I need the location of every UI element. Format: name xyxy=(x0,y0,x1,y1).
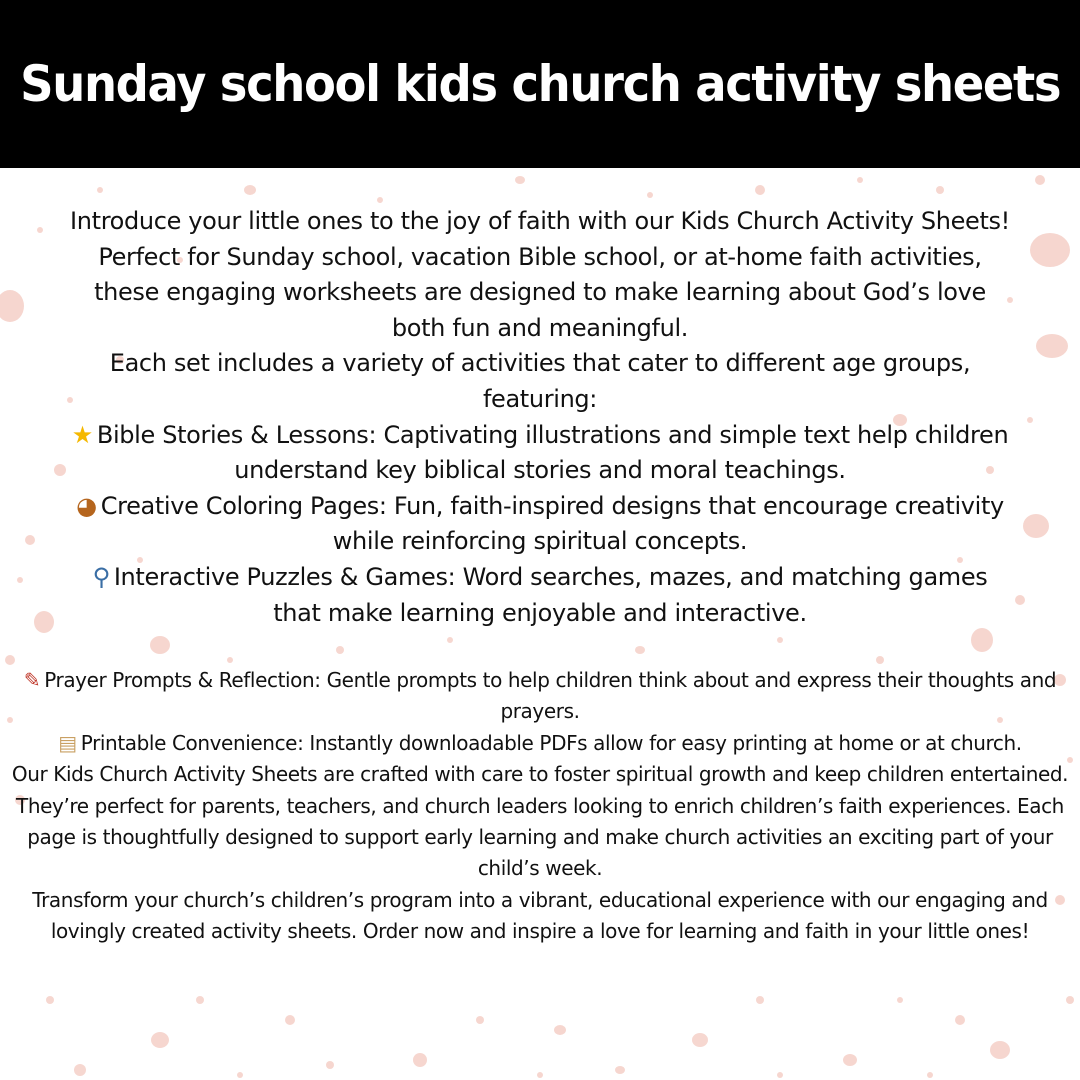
feature-item xyxy=(66,418,1014,489)
feature-item xyxy=(2,665,1078,728)
feature-item xyxy=(66,560,1014,631)
star-icon: ★ xyxy=(71,420,93,449)
page-title: Sunday school kids church activity sheets xyxy=(19,55,1061,113)
description-body xyxy=(0,168,1080,1080)
scroll-icon: ▤ xyxy=(58,730,77,755)
closing-paragraph: Our Kids Church Activity Sheets are crafted with care to foster spiritual growth and keep children entertained. They’re perfect for parents, teachers, and church leaders looking to enrich children’s faith experiences. Each page is thoughtfully designed to support early learning and make church activities an exciting part of your child’s week. xyxy=(11,762,1069,881)
intro-section xyxy=(66,204,1014,631)
featuring-paragraph: Each set includes a variety of activities that cater to different age groups, featuring: xyxy=(109,349,971,413)
feature-text: Interactive Puzzles & Games: Word searches, mazes, and matching games that make learning enjoyable and interactive. xyxy=(113,562,988,627)
call-to-action-paragraph: Transform your church’s children’s program into a vibrant, educational experience with our engaging and lovingly created activity sheets. Order now and inspire a love for learning and faith in your little ones! xyxy=(32,887,1048,944)
feature-item xyxy=(2,728,1078,759)
feature-item xyxy=(66,489,1014,560)
intro-paragraph: Introduce your little ones to the joy of faith with our Kids Church Activity Sheets! Perfect for Sunday school, vacation Bible school, or at-home faith activities, these engaging worksheets are designed to make learning about God’s love both fun and meaningful. xyxy=(70,207,1010,342)
pencil-icon: ✎ xyxy=(23,668,41,692)
feature-text: Creative Coloring Pages: Fun, faith-inspired designs that encourage creativity while reinforcing spiritual concepts. xyxy=(100,491,1004,556)
magnifier-icon: ⚲ xyxy=(92,562,110,591)
title-banner xyxy=(0,0,1080,168)
feature-text: Bible Stories & Lessons: Captivating illustrations and simple text help children understand key biblical stories and moral teachings. xyxy=(96,420,1009,485)
feature-text: Printable Convenience: Instantly downloadable PDFs allow for easy printing at home or at church. xyxy=(80,730,1022,755)
feature-text: Prayer Prompts & Reflection: Gentle prompts to help children think about and express their thoughts and prayers. xyxy=(44,668,1057,724)
palette-icon: ◕ xyxy=(76,491,97,520)
details-section xyxy=(2,665,1078,948)
